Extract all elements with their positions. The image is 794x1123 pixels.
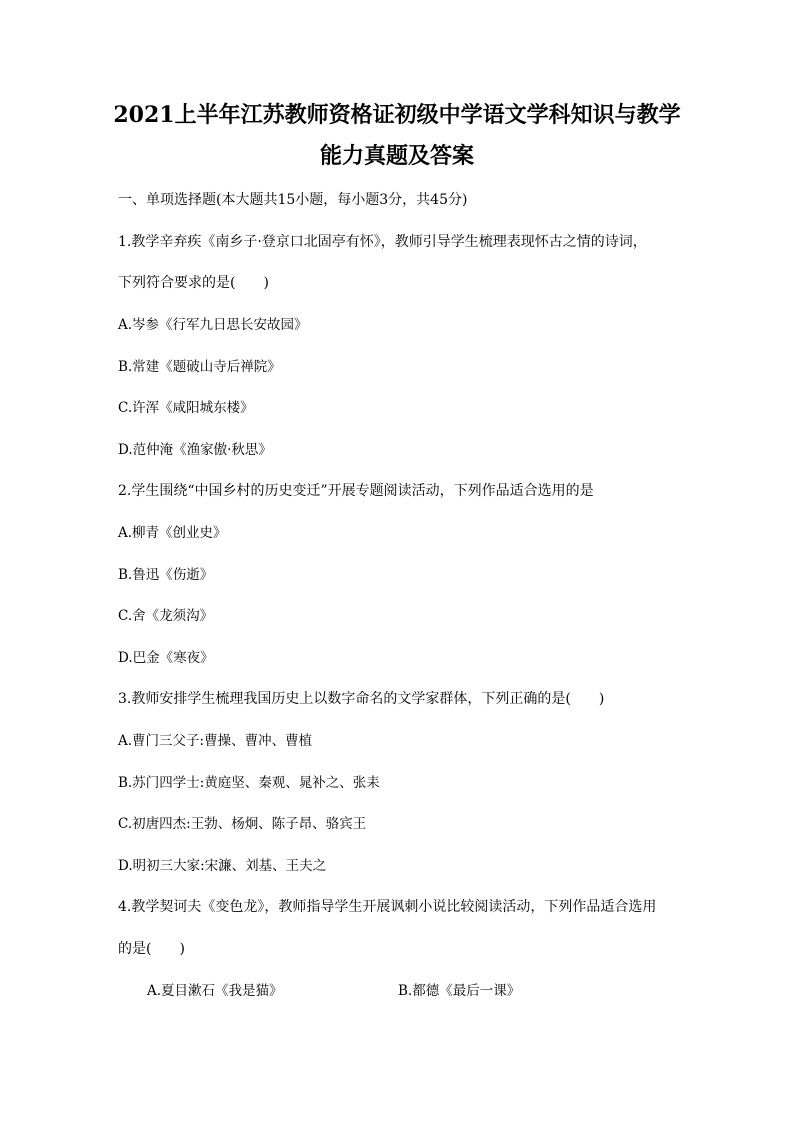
question-1-option-b: B.常建《题破山寺后禅院》: [118, 359, 281, 375]
question-2-option-a: A.柳青《创业史》: [118, 525, 227, 541]
question-4-option-b: B.都德《最后一课》: [398, 983, 521, 999]
question-4-stem-line-2: 的是( ): [118, 941, 185, 957]
question-3-option-a: A.曹门三父子:曹操、曹冲、曹植: [118, 733, 313, 749]
question-3-option-c: C.初唐四杰:王勃、杨炯、陈子昂、骆宾王: [118, 816, 367, 832]
question-2-option-d: D.巴金《寒夜》: [118, 650, 214, 666]
question-3-option-b: B.苏门四学士:黄庭坚、秦观、晁补之、张耒: [118, 775, 380, 791]
question-4-option-a: A.夏目漱石《我是猫》: [147, 983, 283, 999]
question-1-option-d: D.范仲淹《渔家傲·秋思》: [118, 442, 272, 458]
question-1-stem-line-1: 1.教学辛弃疾《南乡子·登京口北固亭有怀》，教师引导学生梳理表现怀古之情的诗词，: [118, 234, 647, 250]
question-1-option-c: C.许浑《咸阳城东楼》: [118, 400, 254, 416]
question-3-stem-line-1: 3.教师安排学生梳理我国历史上以数字命名的文学家群体，下列正确的是( ): [118, 691, 605, 707]
question-2-option-b: B.鲁迅《伤逝》: [118, 567, 214, 583]
question-2-stem-line-1: 2.学生围绕“中国乡村的历史变迁”开展专题阅读活动，下列作品适合选用的是: [118, 483, 594, 499]
question-1-option-a: A.岑参《行军九日思长安故园》: [118, 317, 308, 333]
question-1-stem-line-2: 下列符合要求的是( ): [118, 275, 269, 291]
section-header: 一、单项选择题(本大题共15小题，每小题3分，共45分): [118, 192, 468, 208]
document-title-line-2: 能力真题及答案: [319, 143, 474, 169]
question-4-stem-line-1: 4.教学契诃夫《变色龙》，教师指导学生开展讽刺小说比较阅读活动，下列作品适合选用: [118, 899, 657, 915]
question-2-option-c: C.舍《龙须沟》: [118, 608, 214, 624]
document-title-line-1: 2021上半年江苏教师资格证初级中学语文学科知识与教学: [113, 102, 681, 128]
question-3-option-d: D.明初三大家:宋濂、刘基、王夫之: [118, 858, 327, 874]
